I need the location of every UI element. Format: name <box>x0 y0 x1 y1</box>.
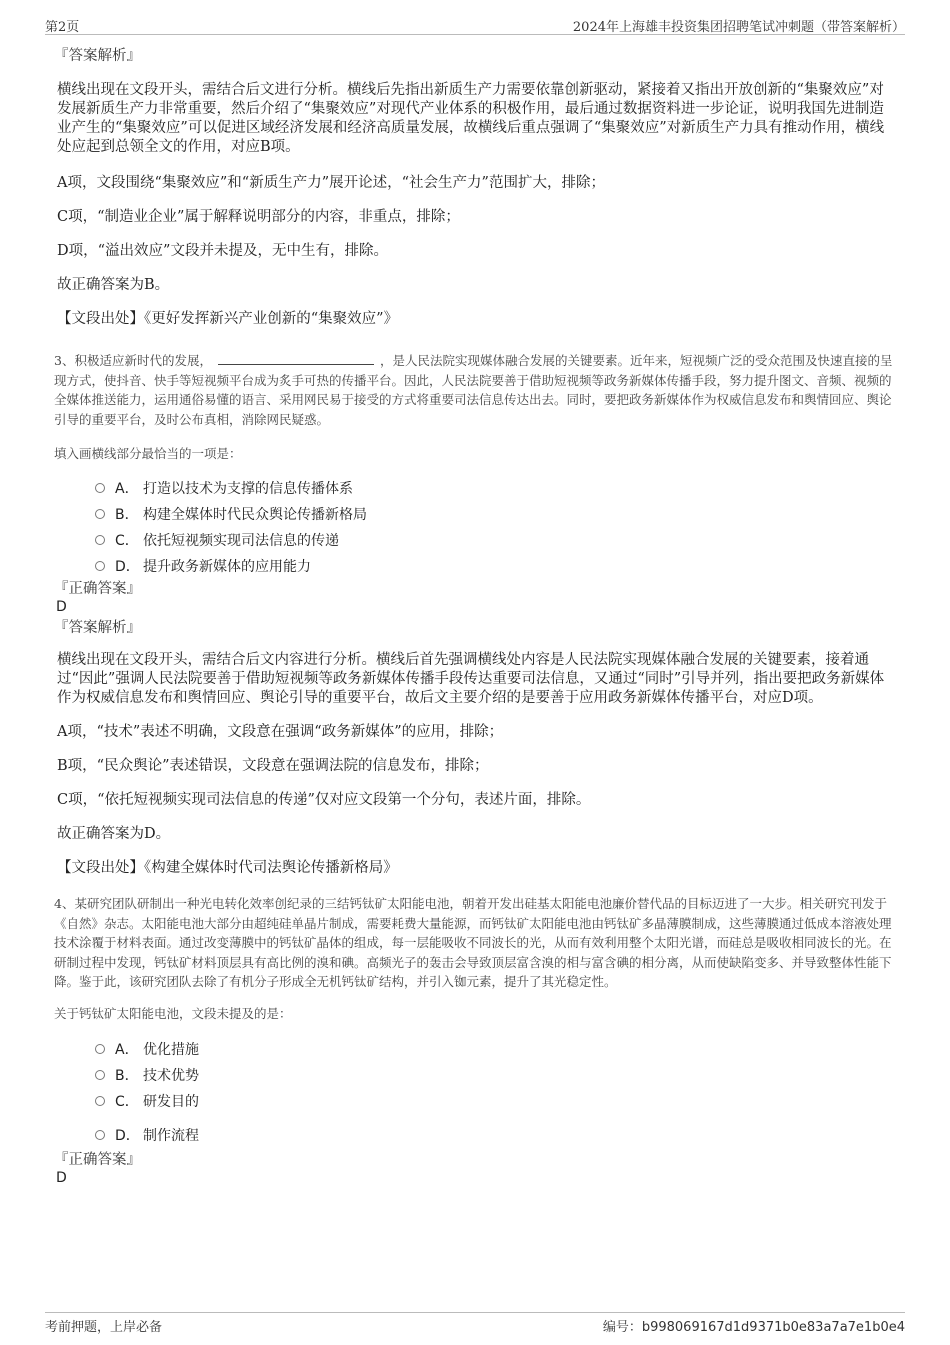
q2-note-d: D项，“溢出效应”文段并未提及，无中生有，排除。 <box>57 243 388 259</box>
radio-button-icon[interactable] <box>95 483 105 493</box>
option-letter: D． <box>115 1127 140 1144</box>
q3-stem-before: 3、积极适应新时代的发展， <box>54 353 212 368</box>
q2-analysis-text: 横线出现在文段开头，需结合后文进行分析。横线后先指出新质生产力需要依靠创新驱动，紧接着又指出开放创新的“集聚效应”对发展新质生产力非常重要，然后介绍了“集聚效应”对现代产业体系的积极作用，最后通过数据资料进一步论证，说明我国先进制造业产生的“集聚效应”可以促进区域经济发展和经济高质量发展，故横线后重点强调了“集聚效应”对新质生产力具有推动作用，横线处应起到总领全文的作用，对应B项。 <box>57 82 885 155</box>
q3-answer-label: 『正确答案』 <box>54 581 141 597</box>
option-letter: B． <box>115 1067 139 1084</box>
option-text: 依托短视频实现司法信息的传递 <box>143 533 339 549</box>
radio-button-icon[interactable] <box>95 561 105 571</box>
q3-option-b[interactable] <box>95 505 897 531</box>
q3-stem-after: ，是人民法院实现媒体融合发展的关键要素。近年来，短视频广泛的受众范围及快速直接的呈现方式，使抖音、快手等短视频平台成为炙手可热的传播平台。因此，人民法院要善于借助短视频等政务新媒体传播手段，努力提升图文、音频、视频的全媒体推送能力，运用通俗易懂的语言、采用网民易于接受的方式将重要司法信息传达出去。同时，要把政务新媒体作为权威信息发布和舆情回应、舆论引导的重要平台，及时公布真相，消除网民疑惑。 <box>54 353 893 427</box>
radio-button-icon[interactable] <box>95 1070 105 1080</box>
option-text: 提升政务新媒体的应用能力 <box>143 559 311 575</box>
q3-option-a[interactable] <box>95 479 897 505</box>
q4-option-c[interactable] <box>95 1092 897 1118</box>
q4-answer-label: 『正确答案』 <box>54 1151 141 1168</box>
code-value: b998069167d1d9371b0e83a7a7e1b0e4 <box>641 1320 905 1335</box>
page-number: 第2页 <box>45 20 80 35</box>
radio-button-icon[interactable] <box>95 1096 105 1106</box>
q3-stem <box>54 351 897 429</box>
q3-note-a: A项，“技术”表述不明确，文段意在强调“政务新媒体”的应用，排除； <box>57 724 504 740</box>
q4-options <box>95 1040 897 1152</box>
q2-conclusion: 故正确答案为B。 <box>57 277 170 293</box>
q3-prompt: 填入画横线部分最恰当的一项是： <box>54 446 242 461</box>
q3-analysis-text: 横线出现在文段开头，需结合后文内容进行分析。横线后首先强调横线处内容是人民法院实现媒体融合发展的关键要素，接着通过“因此”强调人民法院要善于借助短视频等政务新媒体传播手段传达重要司法信息，又通过“同时”引导并列，指出要把政务新媒体作为权威信息发布和舆情回应、舆论引导的重要平台，故后文主要介绍的是要善于应用政务新媒体传播平台，对应D项。 <box>57 652 885 706</box>
code-label: 编号： <box>602 1320 642 1335</box>
q4-stem: 4、某研究团队研制出一种光电转化效率创纪录的三结钙钛矿太阳能电池，朝着开发出硅基太阳能电池廉价替代品的目标迈进了一大步。相关研究刊发于《自然》杂志。太阳能电池大部分由超纯硅单晶片制成，需要耗费大量能源，而钙钛矿太阳能电池由钙钛矿多晶薄膜制成，这些薄膜通过低成本溶液处理技术涂覆于材料表面。通过改变薄膜中的钙钛矿晶体的组成，每一层能吸收不同波长的光，从而有效利用整个太阳光谱，而硅总是吸收相同波长的光。在研制过程中发现，钙钛矿材料顶层具有高比例的溴和碘。高频光子的轰击会导致顶层富含溴的相与富含碘的相分离，从而使缺陷变多、并导致整体性能下降。鉴于此，该研究团队去除了有机分子形成全无机钙钛矿结构，并引入铷元素，提升了其光稳定性。 <box>54 896 892 989</box>
radio-button-icon[interactable] <box>95 509 105 519</box>
q4-option-a[interactable] <box>95 1040 897 1066</box>
radio-button-icon[interactable] <box>95 535 105 545</box>
page-footer <box>45 1312 905 1333</box>
option-letter: C． <box>115 533 139 549</box>
q2-note-a: A项，文段围绕“集聚效应”和“新质生产力”展开论述，“社会生产力”范围扩大，排除； <box>57 175 605 191</box>
q3-conclusion: 故正确答案为D。 <box>57 826 171 842</box>
option-text: 构建全媒体时代民众舆论传播新格局 <box>143 507 367 523</box>
q3-note-b: B项，“民众舆论”表述错误，文段意在强调法院的信息发布，排除； <box>57 758 489 774</box>
option-letter: A． <box>115 1041 139 1058</box>
q3-option-d[interactable] <box>95 557 897 583</box>
q2-source: 【文段出处】《更好发挥新兴产业创新的“集聚效应”》 <box>57 311 399 327</box>
document-title: 2024年上海雄丰投资集团招聘笔试冲刺题（带答案解析） <box>572 20 905 35</box>
q4-answer: D <box>56 1169 67 1186</box>
footer-slogan: 考前押题，上岸必备 <box>45 1320 163 1335</box>
option-text: 打造以技术为支撑的信息传播体系 <box>143 481 353 497</box>
q2-note-c: C项，“制造业企业”属于解释说明部分的内容，非重点，排除； <box>57 209 460 225</box>
option-text: 研发目的 <box>143 1093 199 1110</box>
document-code <box>603 1316 905 1335</box>
q3-note-c: C项，“依托短视频实现司法信息的传递”仅对应文段第一个分句，表述片面，排除。 <box>57 792 591 808</box>
radio-button-icon[interactable] <box>95 1044 105 1054</box>
q2-analysis-label: 『答案解析』 <box>54 48 141 64</box>
page-content <box>54 46 897 1187</box>
q3-options <box>95 479 897 583</box>
option-letter: A． <box>115 481 139 497</box>
option-text: 优化措施 <box>143 1041 199 1058</box>
option-letter: B． <box>115 507 139 523</box>
option-letter: D． <box>115 559 140 575</box>
q3-option-c[interactable] <box>95 531 897 557</box>
option-letter: C． <box>115 1093 139 1110</box>
q4-option-d[interactable] <box>95 1126 897 1152</box>
page-header <box>45 14 905 35</box>
option-text: 制作流程 <box>143 1127 199 1144</box>
q3-answer: D <box>56 599 67 615</box>
q4-option-b[interactable] <box>95 1066 897 1092</box>
radio-button-icon[interactable] <box>95 1130 105 1140</box>
q3-source: 【文段出处】《构建全媒体时代司法舆论传播新格局》 <box>57 860 398 876</box>
q4-prompt: 关于钙钛矿太阳能电池，文段未提及的是： <box>54 1005 292 1021</box>
option-text: 技术优势 <box>143 1067 199 1084</box>
q3-blank <box>218 352 374 365</box>
q3-analysis-label: 『答案解析』 <box>54 620 141 636</box>
